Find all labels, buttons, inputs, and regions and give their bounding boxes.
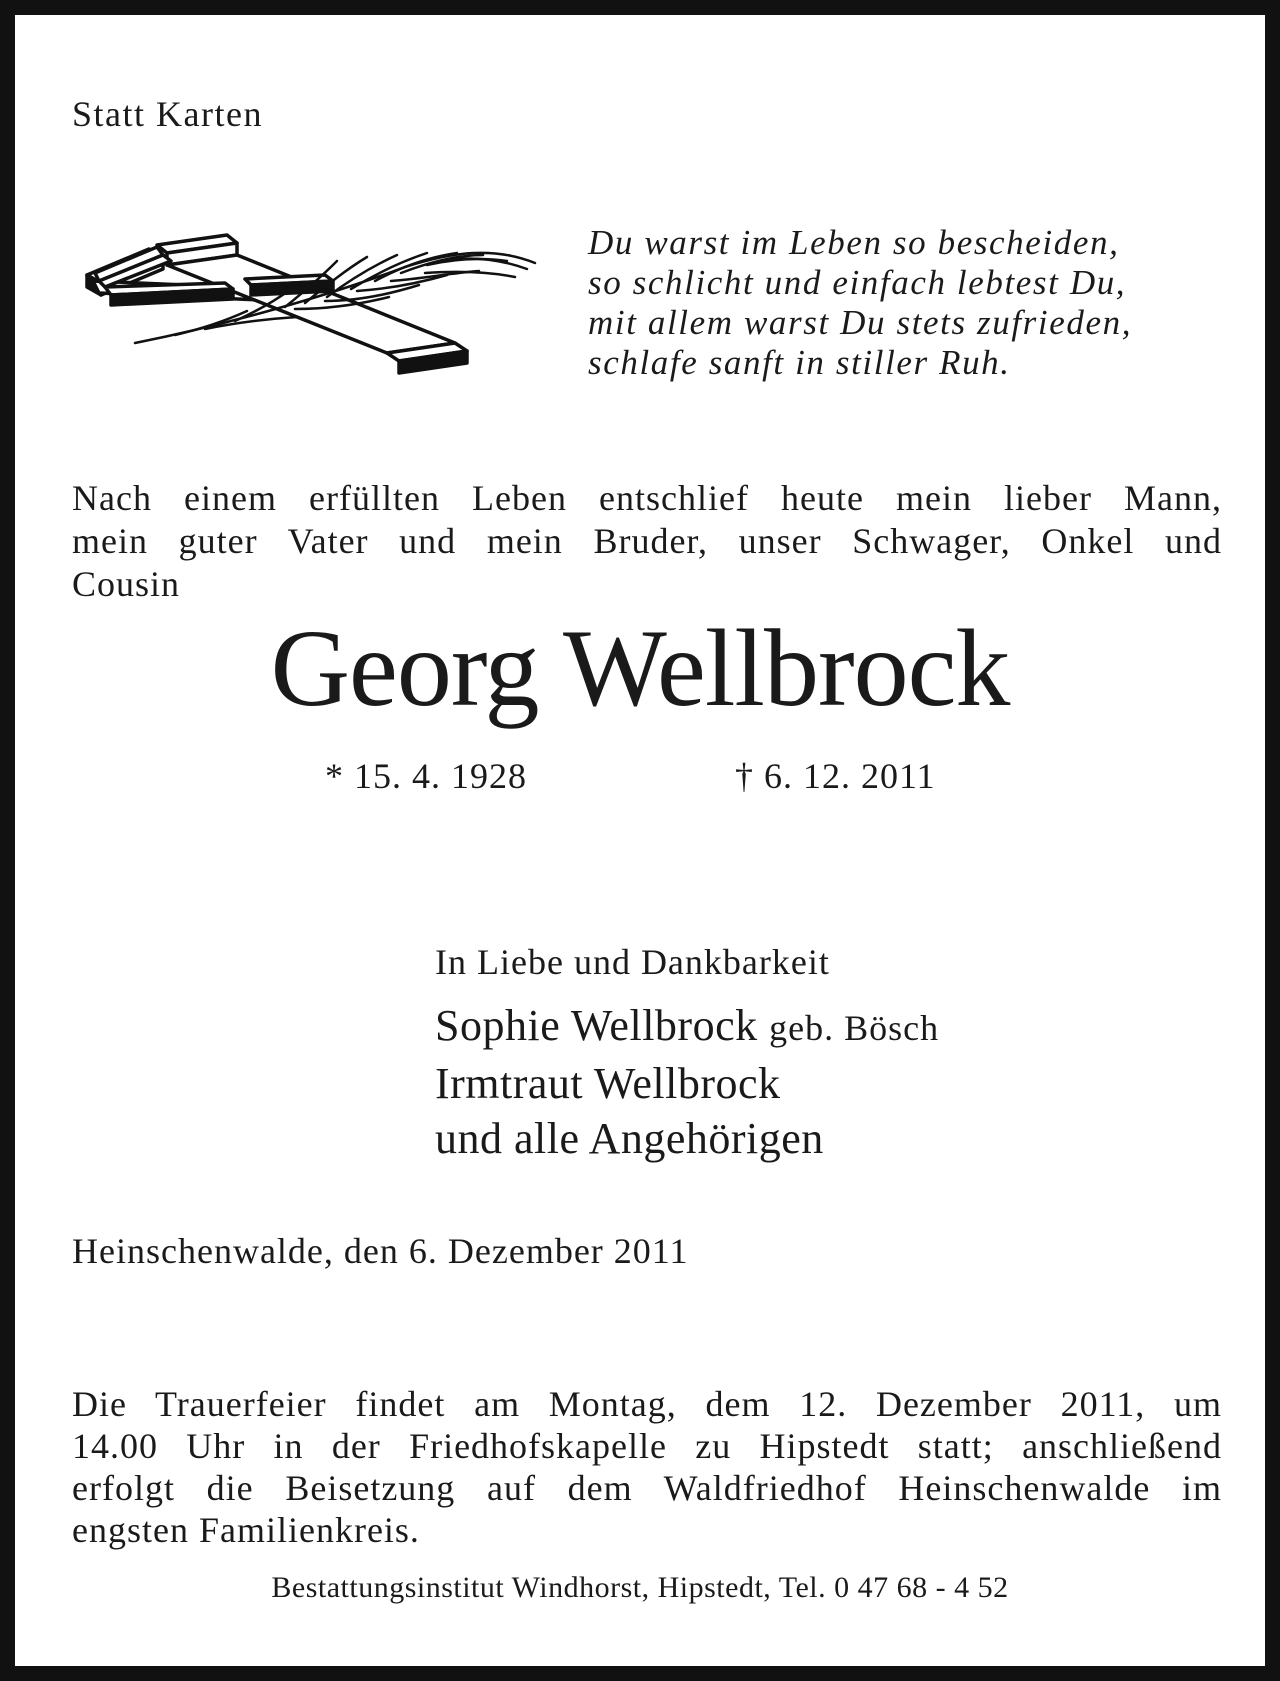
verse-line: mit allem warst Du stets zufrieden, [588,303,1133,342]
mourner-line [435,1056,939,1111]
place-and-date: Heinschenwalde, den 6. Dezember 2011 [72,1231,689,1271]
undertaker-contact: Bestattungsinstitut Windhorst, Hipstedt, Tel. 0 47 68 - 4 52 [271,1571,1009,1604]
mourner-name: und alle Angehörigen [435,1114,824,1163]
verse-line: so schlicht und einfach lebtest Du, [588,263,1127,302]
mourner-line [435,1111,939,1166]
service-paragraph [72,1383,1222,1551]
cross-with-palm-branch-icon [75,225,545,395]
mourners-block [435,940,939,1166]
birth-date: * 15. 4. 1928 [325,756,527,796]
mourner-name: Irmtraut Wellbrock [435,1059,781,1108]
mourner-name: Sophie Wellbrock [435,1001,758,1050]
intro-paragraph [72,477,1222,606]
intro-line: Cousin [72,564,181,604]
verse-line: Du warst im Leben so bescheiden, [588,223,1120,262]
verse-line: schlafe sanft in stiller Ruh. [588,343,1011,382]
deceased-name: Georg Wellbrock [270,607,1010,729]
service-line: Die Trauerfeier findet am Montag, dem 12. Dezember 2011, um [72,1384,1222,1424]
service-line: erfolgt die Beisetzung auf dem Waldfriedhof Heinschenwalde im [72,1468,1222,1508]
intro-line: mein guter Vater und mein Bruder, unser Schwager, Onkel und [72,521,1222,561]
intro-line: Nach einem erfüllten Leben entschlief heute mein lieber Mann, [72,478,1222,518]
death-date: † 6. 12. 2011 [735,756,936,796]
mourner-suffix: geb. Bösch [769,1008,940,1048]
verse [588,223,1132,383]
mourner-line [435,998,939,1056]
header-text: Statt Karten [72,94,263,134]
service-line: 14.00 Uhr in der Friedhofskapelle zu Hipstedt statt; anschließend [72,1426,1222,1466]
mourners-greeting: In Liebe und Dankbarkeit [435,942,830,982]
service-line: engsten Familienkreis. [72,1510,420,1550]
